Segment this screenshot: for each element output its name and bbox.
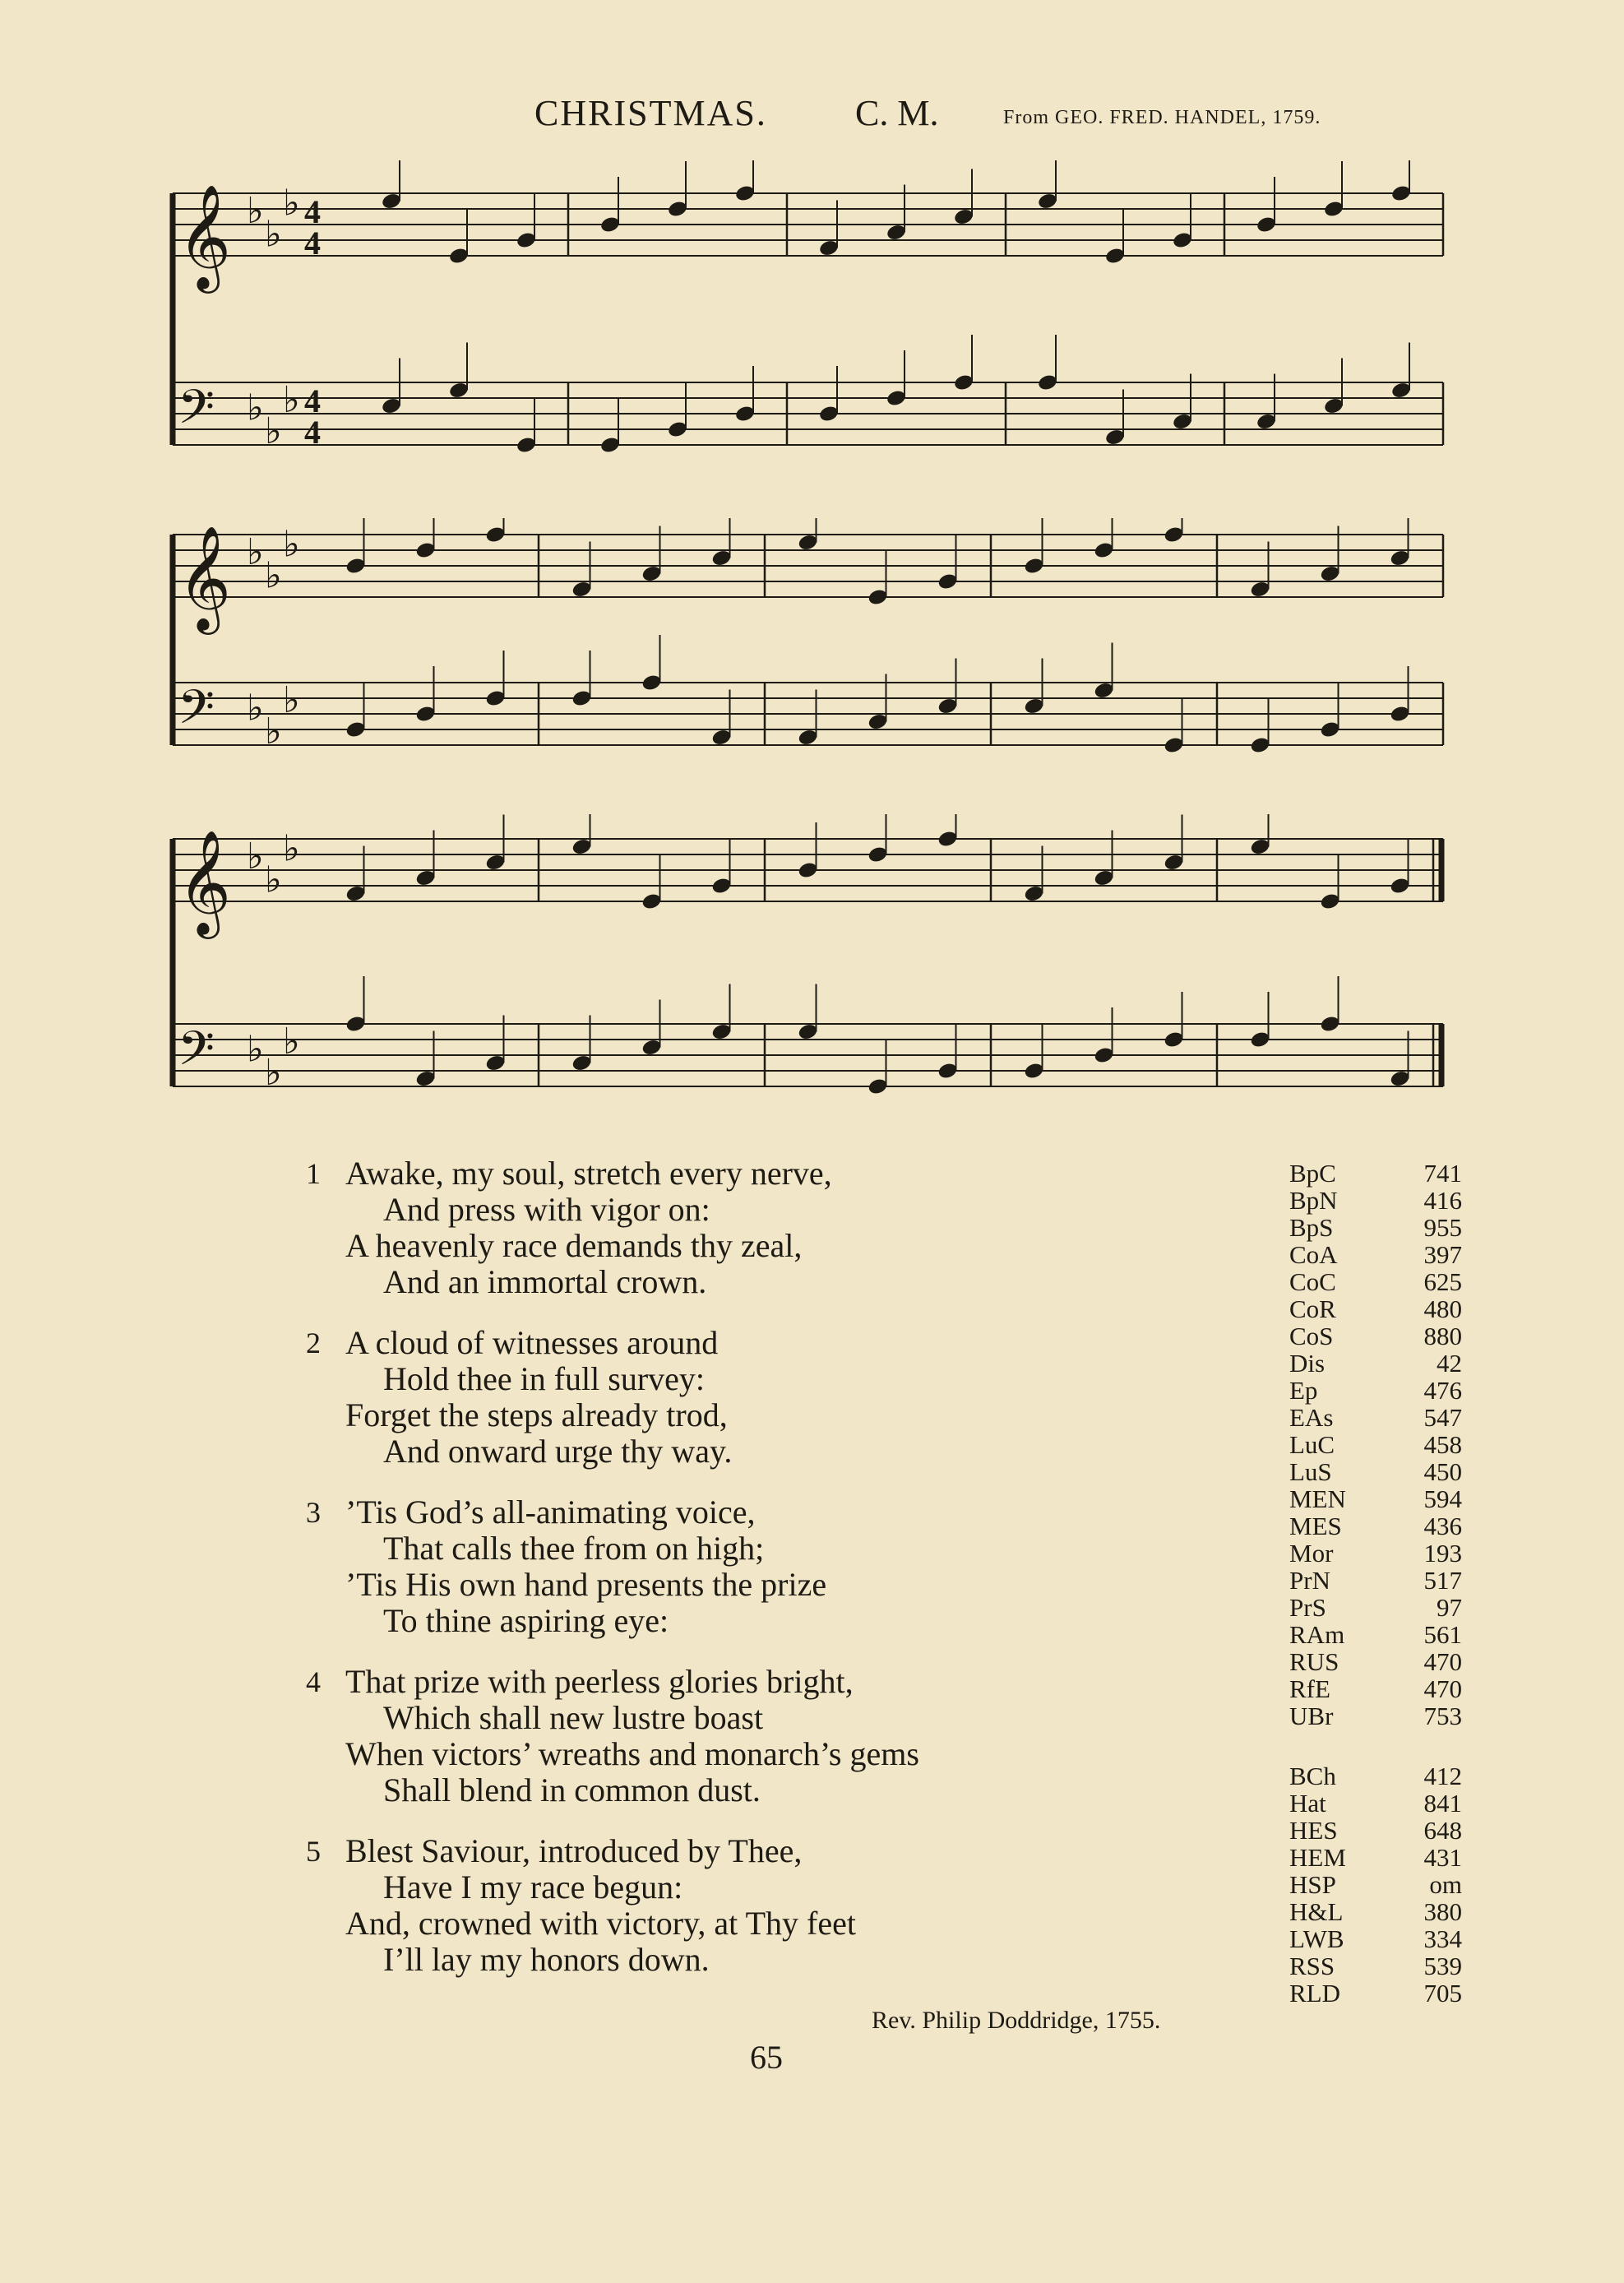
music-system-1 bbox=[164, 160, 1451, 469]
hymn-header bbox=[534, 92, 1521, 141]
index-entry bbox=[1289, 1702, 1462, 1730]
flat-icon: ♭ bbox=[283, 524, 300, 565]
flat-icon: ♭ bbox=[265, 411, 282, 452]
index-number: 547 bbox=[1423, 1403, 1462, 1432]
index-entry bbox=[1289, 1350, 1462, 1377]
index-number: 458 bbox=[1423, 1430, 1462, 1459]
index-number: 470 bbox=[1423, 1674, 1462, 1703]
index-code: Dis bbox=[1289, 1349, 1326, 1378]
index-entry bbox=[1289, 1621, 1462, 1648]
flat-icon: ♭ bbox=[283, 680, 300, 720]
index-number: 397 bbox=[1423, 1240, 1462, 1269]
index-entry bbox=[1289, 1322, 1462, 1350]
verse-number: 2 bbox=[306, 1327, 321, 1359]
flat-icon: ♭ bbox=[265, 711, 282, 752]
index-entry bbox=[1289, 1160, 1462, 1187]
index-code: LWB bbox=[1289, 1924, 1344, 1953]
verse-number: 5 bbox=[306, 1835, 321, 1868]
index-entry bbox=[1289, 1648, 1462, 1675]
verse-line: Forget the steps already trod, bbox=[345, 1396, 728, 1433]
index-code: UBr bbox=[1289, 1702, 1334, 1730]
verse-line: ’Tis God’s all-animating voice, bbox=[345, 1493, 756, 1530]
index-entry bbox=[1289, 1871, 1462, 1898]
index-entry bbox=[1289, 1762, 1462, 1790]
index-entry bbox=[1289, 1485, 1462, 1512]
index-number: 334 bbox=[1423, 1924, 1462, 1953]
verse-number: 4 bbox=[306, 1665, 321, 1698]
flat-icon: ♭ bbox=[247, 387, 264, 428]
index-code: HSP bbox=[1289, 1870, 1336, 1899]
flat-icon: ♭ bbox=[283, 1021, 300, 1062]
music-staff-system bbox=[164, 160, 1451, 469]
index-number: 594 bbox=[1423, 1484, 1462, 1513]
index-entry bbox=[1289, 1187, 1462, 1214]
index-number: 753 bbox=[1423, 1702, 1462, 1730]
index-number: 705 bbox=[1423, 1979, 1462, 2007]
index-code: HES bbox=[1289, 1816, 1338, 1845]
meter: C. M. bbox=[855, 93, 939, 133]
verse-line: And, crowned with victory, at Thy feet bbox=[345, 1905, 856, 1942]
index-number: 841 bbox=[1423, 1789, 1462, 1818]
time-signature-icon: 4 bbox=[304, 382, 321, 419]
verse-3 bbox=[306, 1493, 1250, 1639]
index-entry bbox=[1289, 1594, 1462, 1621]
music-staff-system bbox=[164, 814, 1451, 1143]
index-code: Hat bbox=[1289, 1789, 1326, 1818]
verse-line: To thine aspiring eye: bbox=[383, 1602, 669, 1639]
index-code: CoC bbox=[1289, 1267, 1336, 1296]
time-signature-icon: 4 bbox=[304, 414, 321, 451]
index-code: CoS bbox=[1289, 1322, 1334, 1350]
hymn-author: Rev. Philip Doddridge, 1755. bbox=[872, 2007, 1161, 2034]
index-number: 380 bbox=[1423, 1897, 1462, 1926]
index-spacer bbox=[1289, 1730, 1462, 1762]
index-code: BCh bbox=[1289, 1762, 1336, 1790]
flat-icon: ♭ bbox=[265, 555, 282, 596]
index-number: 955 bbox=[1423, 1213, 1462, 1242]
index-code: H&L bbox=[1289, 1897, 1344, 1926]
index-entry bbox=[1289, 1844, 1462, 1871]
treble-clef-icon: 𝄞 bbox=[178, 829, 232, 934]
index-number: 450 bbox=[1423, 1457, 1462, 1486]
flat-icon: ♭ bbox=[247, 532, 264, 572]
index-number: 97 bbox=[1437, 1593, 1462, 1622]
flat-icon: ♭ bbox=[265, 859, 282, 901]
index-code: MES bbox=[1289, 1512, 1342, 1540]
index-number: 470 bbox=[1423, 1647, 1462, 1676]
index-code: RSS bbox=[1289, 1952, 1335, 1980]
verse-number: 1 bbox=[306, 1157, 321, 1190]
verse-5 bbox=[306, 1832, 1250, 1978]
flat-icon: ♭ bbox=[247, 688, 264, 729]
index-number: 561 bbox=[1423, 1620, 1462, 1649]
verse-line: That prize with peerless glories bright, bbox=[345, 1663, 854, 1700]
index-code: RUS bbox=[1289, 1647, 1339, 1676]
index-entry bbox=[1289, 1512, 1462, 1540]
index-number: 193 bbox=[1423, 1539, 1462, 1568]
flat-icon: ♭ bbox=[247, 836, 264, 877]
index-code: MEN bbox=[1289, 1484, 1346, 1513]
index-number: 880 bbox=[1423, 1322, 1462, 1350]
verse-line: Have I my race begun: bbox=[383, 1869, 683, 1906]
index-entry bbox=[1289, 1898, 1462, 1925]
index-code: RLD bbox=[1289, 1979, 1340, 2007]
index-code: Ep bbox=[1289, 1376, 1318, 1405]
verse-number: 3 bbox=[306, 1496, 321, 1529]
index-code: PrN bbox=[1289, 1566, 1330, 1595]
index-number: om bbox=[1429, 1870, 1462, 1899]
index-code: HEM bbox=[1289, 1843, 1346, 1872]
index-entry bbox=[1289, 1431, 1462, 1458]
index-code: CoR bbox=[1289, 1294, 1336, 1323]
index-entry bbox=[1289, 1404, 1462, 1431]
index-code: PrS bbox=[1289, 1593, 1326, 1622]
index-entry bbox=[1289, 1214, 1462, 1241]
index-code: LuC bbox=[1289, 1430, 1335, 1459]
verse-line: A heavenly race demands thy zeal, bbox=[345, 1227, 803, 1264]
index-code: EAs bbox=[1289, 1403, 1334, 1432]
page-number: 65 bbox=[750, 2039, 783, 2076]
verse-line: Hold thee in full survey: bbox=[383, 1360, 706, 1397]
verse-line: Which shall new lustre boast bbox=[383, 1699, 764, 1736]
index-entry bbox=[1289, 1458, 1462, 1485]
bass-clef-icon: 𝄢 bbox=[178, 379, 215, 447]
index-number: 517 bbox=[1423, 1566, 1462, 1595]
index-entry bbox=[1289, 1295, 1462, 1322]
index-code: CoA bbox=[1289, 1240, 1338, 1269]
time-signature-icon: 4 bbox=[304, 225, 321, 262]
index-entry bbox=[1289, 1567, 1462, 1594]
index-code: RAm bbox=[1289, 1620, 1345, 1649]
index-entry bbox=[1289, 1952, 1462, 1980]
index-entry bbox=[1289, 1241, 1462, 1268]
verse-line: A cloud of witnesses around bbox=[345, 1324, 719, 1361]
index-code: LuS bbox=[1289, 1457, 1332, 1486]
treble-clef-icon: 𝄞 bbox=[178, 183, 232, 289]
flat-icon: ♭ bbox=[283, 828, 300, 869]
music-staff-system bbox=[164, 518, 1451, 790]
tune-name: CHRISTMAS. bbox=[534, 93, 767, 133]
verse-line: Shall blend in common dust. bbox=[383, 1771, 761, 1808]
flat-icon: ♭ bbox=[283, 380, 300, 420]
composer-attribution: From GEO. FRED. HANDEL, 1759. bbox=[1003, 107, 1321, 128]
index-code: Mor bbox=[1289, 1539, 1334, 1568]
index-entry bbox=[1289, 1540, 1462, 1567]
hymnal-index bbox=[1289, 1160, 1462, 2007]
verse-line: And onward urge thy way. bbox=[383, 1433, 733, 1470]
index-entry bbox=[1289, 1790, 1462, 1817]
bass-clef-icon: 𝄢 bbox=[178, 679, 215, 747]
flat-icon: ♭ bbox=[247, 191, 264, 231]
bass-clef-icon: 𝄢 bbox=[178, 1021, 215, 1088]
verse-line: And press with vigor on: bbox=[383, 1191, 710, 1228]
index-number: 431 bbox=[1423, 1843, 1462, 1872]
index-entry bbox=[1289, 1980, 1462, 2007]
index-code: BpC bbox=[1289, 1159, 1336, 1188]
index-code: BpN bbox=[1289, 1186, 1338, 1215]
index-code: RfE bbox=[1289, 1674, 1330, 1703]
verse-line: I’ll lay my honors down. bbox=[383, 1941, 710, 1978]
flat-icon: ♭ bbox=[265, 214, 282, 255]
index-entry bbox=[1289, 1817, 1462, 1844]
index-number: 648 bbox=[1423, 1816, 1462, 1845]
index-code: BpS bbox=[1289, 1213, 1334, 1242]
verse-1 bbox=[306, 1155, 1250, 1300]
index-number: 412 bbox=[1423, 1762, 1462, 1790]
verse-line: Blest Saviour, introduced by Thee, bbox=[345, 1832, 803, 1869]
index-entry bbox=[1289, 1377, 1462, 1404]
index-number: 436 bbox=[1423, 1512, 1462, 1540]
verse-line: And an immortal crown. bbox=[383, 1263, 707, 1300]
verse-2 bbox=[306, 1324, 1250, 1470]
index-number: 539 bbox=[1423, 1952, 1462, 1980]
index-entry bbox=[1289, 1675, 1462, 1702]
index-entry bbox=[1289, 1925, 1462, 1952]
treble-clef-icon: 𝄞 bbox=[178, 525, 232, 630]
index-number: 625 bbox=[1423, 1267, 1462, 1296]
verse-line: Awake, my soul, stretch every nerve, bbox=[345, 1155, 832, 1192]
index-number: 42 bbox=[1437, 1349, 1462, 1378]
flat-icon: ♭ bbox=[265, 1053, 282, 1093]
index-number: 476 bbox=[1423, 1376, 1462, 1405]
flat-icon: ♭ bbox=[247, 1029, 264, 1070]
flat-icon: ♭ bbox=[283, 183, 300, 224]
index-entry bbox=[1289, 1268, 1462, 1295]
music-system-2 bbox=[164, 518, 1451, 790]
index-number: 416 bbox=[1423, 1186, 1462, 1215]
verse-line: That calls thee from on high; bbox=[383, 1530, 765, 1567]
index-number: 480 bbox=[1423, 1294, 1462, 1323]
time-signature-icon: 4 bbox=[304, 193, 321, 230]
hymn-verses bbox=[306, 1155, 1250, 2003]
music-system-3 bbox=[164, 814, 1451, 1143]
verse-4 bbox=[306, 1663, 1250, 1808]
index-number: 741 bbox=[1423, 1159, 1462, 1188]
verse-line: When victors’ wreaths and monarch’s gems bbox=[345, 1735, 919, 1772]
verse-line: ’Tis His own hand presents the prize bbox=[345, 1566, 827, 1603]
